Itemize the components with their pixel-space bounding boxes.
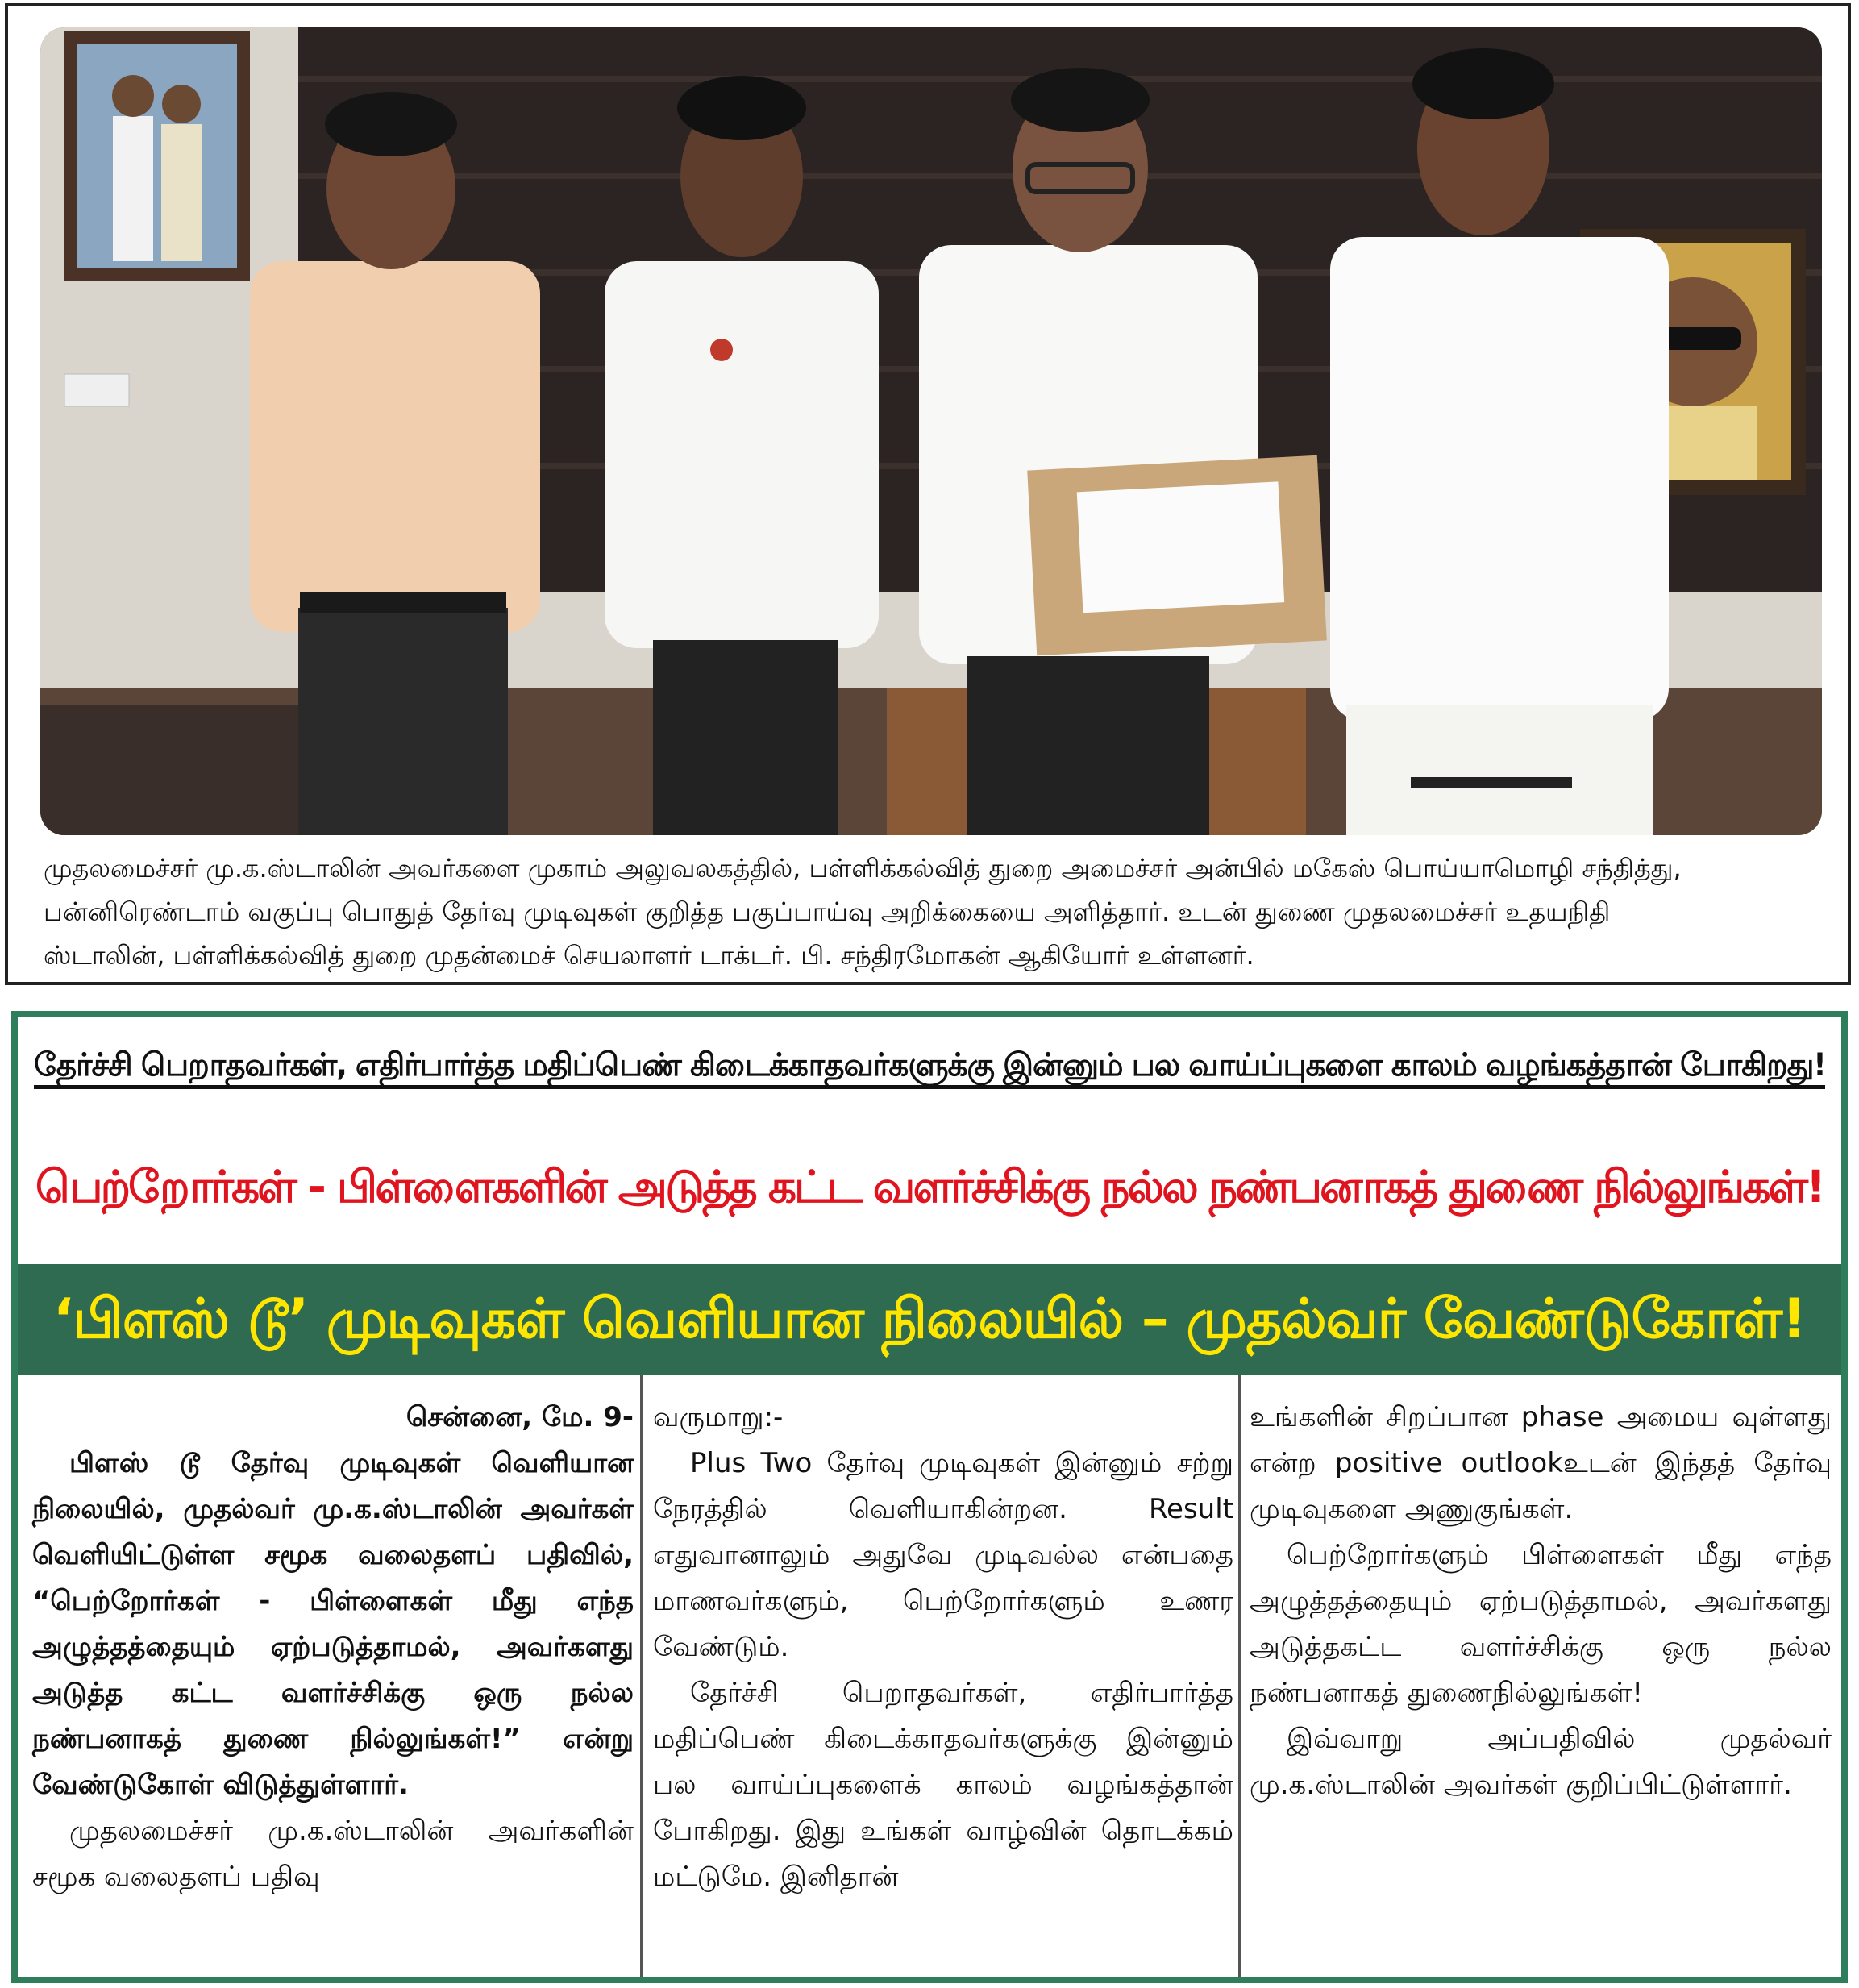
caption-line-1: முதலமைச்சர் மு.க.ஸ்டாலின் அவர்களை முகாம் அலுவலகத்தில், பள்ளிக்கல்வித் துறை அமைச்சர் அன்பில் மகேஸ் பொய்யாமொழி சந்தித்து,	[44, 853, 1682, 884]
photo-caption	[44, 846, 1825, 977]
caption-line-2: பன்னிரெண்டாம் வகுப்பு பொதுத் தேர்வு முடிவுகள் குறித்த பகுப்பாய்வு அறிக்கையை அளித்தார். உடன் துணை முதலமைச்சர் உதயநிதி	[44, 896, 1611, 927]
news-article	[11, 1011, 1848, 1983]
column-divider	[1238, 1375, 1241, 1977]
photo-illustration	[40, 27, 1822, 835]
column-divider	[640, 1375, 643, 1977]
column1-paragraph-2: முதலமைச்சர் மு.க.ஸ்டாலின் அவர்களின் சமூக வலைதளப் பதிவு	[32, 1815, 634, 1893]
dateline: சென்னை, மே. 9-	[405, 1401, 634, 1433]
column3-paragraph-1: உங்களின் சிறப்பான phase அமைய வுள்ளது என்ற positive outlookஉடன் இந்தத் தேர்வு முடிவுகளை அணுகுங்கள்.	[1250, 1401, 1832, 1525]
photo-section	[5, 3, 1851, 985]
column3-paragraph-3: இவ்வாறு அப்பதிவில் முதல்வர் மு.க.ஸ்டாலின் அவர்கள் குறிப்பிட்டுள்ளார்.	[1250, 1723, 1832, 1801]
article-body	[18, 1375, 1841, 1977]
article-headline: பெற்றோர்கள் - பிள்ளைகளின் அடுத்த கட்ட வளர்ச்சிக்கு நல்ல நண்பனாகத் துணை நில்லுங்கள்!	[35, 1161, 1824, 1212]
column2-paragraph-1: வருமாறு:-	[653, 1401, 784, 1433]
article-column-3	[1250, 1375, 1832, 1977]
column1-paragraph-1: பிளஸ் டூ தேர்வு முடிவுகள் வெளியான நிலையில், முதல்வர் மு.க.ஸ்டாலின் அவர்கள் வெளியிட்டுள்ள சமூக வலைதளப் பதிவில், “பெற்றோர்கள் - பிள்ளைகள் மீது எந்த அழுத்தத்தையும் ஏற்படுத்தாமல், அவர்களது அடுத்த கட்ட வளர்ச்சிக்கு ஒரு நல்ல நண்பனாகத் துணை நில்லுங்கள்!” என்று வேண்டுகோள் விடுத்துள்ளார்.	[32, 1447, 634, 1801]
column2-paragraph-3: தேர்ச்சி பெறாதவர்கள், எதிர்பார்த்த மதிப்பெண் கிடைக்காதவர்களுக்கு இன்னும் பல வாய்ப்புகளைக் காலம் வழங்கத்தான் போகிறது. இது உங்கள் வாழ்வின் தொடக்கம் மட்டுமே. இனிதான்	[653, 1677, 1233, 1893]
article-column-1	[32, 1375, 634, 1977]
kicker-text: தேர்ச்சி பெறாதவர்கள், எதிர்பார்த்த மதிப்பெண் கிடைக்காதவர்களுக்கு இன்னும் பல வாய்ப்புகளை காலம் வழங்கத்தான் போகிறது!	[34, 1047, 1825, 1089]
article-subheadline: ‘பிளஸ் டூ’ முடிவுகள் வெளியான நிலையில் – முதல்வர் வேண்டுகோள்!	[52, 1287, 1807, 1351]
news-photo	[40, 27, 1822, 835]
subheadline-bar	[18, 1264, 1841, 1375]
column3-paragraph-2: பெற்றோர்களும் பிள்ளைகள் மீது எந்த அழுத்தத்தையும் ஏற்படுத்தாமல், அவர்களது அடுத்தகட்ட வளர்ச்சிக்கு ஒரு நல்ல நண்பனாகத் துணைநில்லுங்கள்!	[1250, 1539, 1832, 1709]
column2-paragraph-2: Plus Two தேர்வு முடிவுகள் இன்னும் சற்று நேரத்தில் வெளியாகின்றன. Result எதுவானாலும் அதுவே முடிவல்ல என்பதை மாணவர்களும், பெற்றோர்களும் உணர வேண்டும்.	[653, 1447, 1233, 1663]
article-column-2	[653, 1375, 1233, 1977]
article-kicker	[34, 1034, 1825, 1098]
caption-line-3: ஸ்டாலின், பள்ளிக்கல்வித் துறை முதன்மைச் செயலாளர் டாக்டர். பி. சந்திரமோகன் ஆகியோர் உள்ளனர்.	[44, 940, 1254, 971]
